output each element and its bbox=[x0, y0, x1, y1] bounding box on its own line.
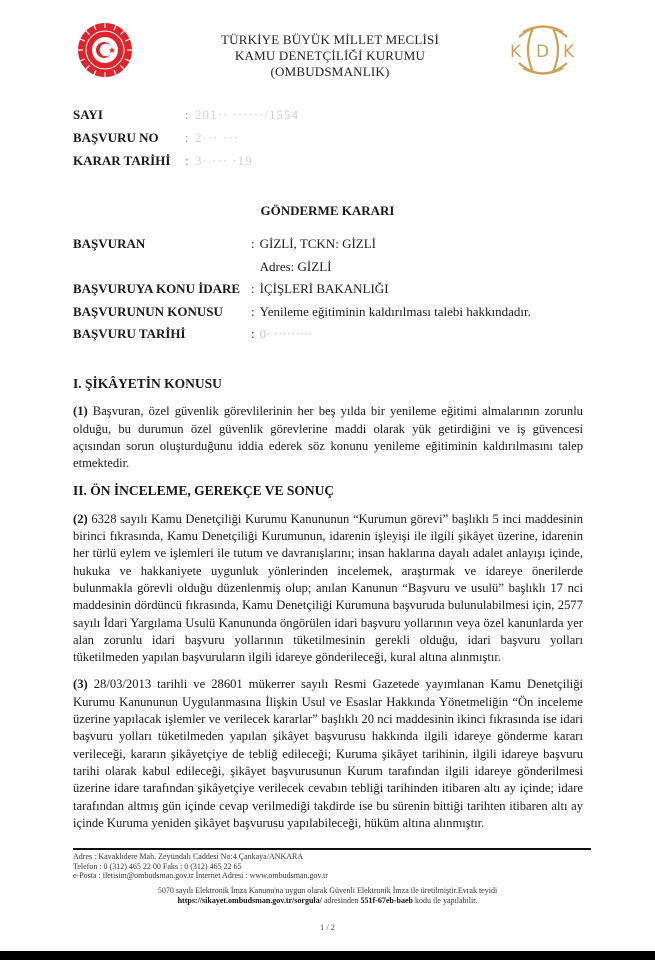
institution-title bbox=[160, 32, 500, 80]
meta-label: SAYI bbox=[73, 106, 103, 122]
paragraph-number: (2) bbox=[73, 511, 88, 526]
paragraph-1 bbox=[73, 403, 583, 472]
footer-contact bbox=[73, 852, 328, 881]
info-label: BAŞVURUNUN KONUSU bbox=[73, 303, 223, 319]
document-title: GÖNDERME KARARI bbox=[260, 203, 395, 218]
info-value-redacted: : 0· ········· bbox=[251, 326, 313, 342]
footer-divider bbox=[73, 848, 591, 850]
paragraph-number: (1) bbox=[73, 404, 88, 419]
meta-value-redacted: 201·· ······/1554 bbox=[195, 106, 299, 122]
kdk-letter-d: D bbox=[536, 42, 550, 62]
meta-colon: : bbox=[185, 152, 189, 168]
info-value: : İÇİŞLERİ BAKANLIĞI bbox=[251, 281, 389, 297]
kdk-letter-k2: K bbox=[563, 42, 575, 62]
document-body bbox=[73, 375, 583, 842]
footer-email-web: e-Posta : iletisim@ombudsman.gov.tr İnternet Adresi : www.ombudsman.gov.tr bbox=[73, 871, 328, 880]
info-row-application-date bbox=[73, 323, 531, 346]
e-signature-statement: 5070 sayılı Elektronik İmza Kanunu'na uygun olarak Güvenli Elektronik İmza ile üretilmiştir.Evrak teyidi bbox=[157, 886, 498, 895]
meta-value-redacted: 2··· ··· bbox=[195, 129, 239, 145]
e-signature-notice bbox=[0, 886, 655, 905]
meta-label: BAŞVURU NO bbox=[73, 129, 159, 145]
footer-phone: Telefon : 0 (312) 465 22 00 Faks : 0 (312) 465 22 65 bbox=[73, 861, 242, 871]
page-number: 1 / 2 bbox=[319, 922, 336, 932]
info-row-administration bbox=[73, 278, 531, 301]
verification-line: https://sikayet.ombudsman.gov.tr/sorgula/ adresinden 551f-67eb-baeb kodu ile yapılabilir. bbox=[177, 895, 478, 905]
meta-colon: : bbox=[185, 106, 189, 122]
section-heading-complaint-subject: I. ŞİKÂYETİN KONUSU bbox=[73, 376, 222, 391]
verification-code: 551f-67eb-baeb bbox=[360, 895, 413, 905]
paragraph-text: Başvuran, özel güvenlik görevlilerinin her beş yılda bir yenileme eğitimi almalarının zorunlu olduğu, bu durumun özel güvenlik görevlerine maddi olarak yük getirdiğini ve iş güvencesi açısından sorun oluşturduğunu iddia ederek söz konunu yenileme eğitiminin kaldırılmasını talep etmektedir. bbox=[73, 404, 583, 471]
meta-label: KARAR TARİHİ bbox=[73, 152, 171, 168]
info-value: : Yenileme eğitiminin kaldırılması talebi hakkındadır. bbox=[251, 303, 531, 319]
info-row-subject bbox=[73, 301, 531, 324]
paragraph-3 bbox=[73, 676, 583, 832]
section-heading-preliminary-review: II. ÖN İNCELEME, GEREKÇE VE SONUÇ bbox=[73, 483, 335, 499]
meta-row-sayi bbox=[73, 103, 299, 126]
info-label: BAŞVURUYA KONU İDARE bbox=[73, 281, 241, 297]
verification-url[interactable]: https://sikayet.ombudsman.gov.tr/sorgula/ bbox=[177, 895, 322, 905]
meta-value-redacted: 3· ··· ·19 bbox=[195, 152, 253, 168]
info-row-address bbox=[73, 256, 531, 279]
kdk-logo-icon bbox=[505, 20, 581, 80]
paragraph-text: 28/03/2013 tarihli ve 28601 mükerrer sayılı Resmi Gazetede yayımlanan Kamu Denetçiliği Kurumu Kanununun Uygulanmasına İlişkin Usul ve Esaslar Hakkında Yönetmeliğin “Ön inceleme üzerine yapılacak işlemler ve verilecek kararlar” başlıklı 20 nci maddesinin ikinci fıkrasında ise idari başvuru yolları tüketilmeden yapılan şikâyet başvurusu hakkında ilgili idareye gönderme kararı verileceği, kararın şikâyetçiye de tebliğ edileceği; Kuruma şikâyet tarihinin, ilgili idareye başvuru tarihi olarak kabul edileceği, şikâyet başvurusunun Kurum tarafından ilgili idareye gönderilmesi üzerine idare tarafından şikâyetçiye verilecek cevabın tebliği tarihinden itibaren altı ay içinde; idare tarafından altmış gün içinde cevap verilmediği takdirde ise bu sürenin bittiği tarihten itibaren altı ay içinde Kuruma yeniden şikâyet başvurusu yapılabileceği, hüküm altına alınmıştır. bbox=[73, 677, 583, 830]
info-label: BAŞVURU TARİHİ bbox=[73, 326, 186, 342]
tbmm-emblem-icon bbox=[77, 22, 133, 78]
paragraph-number: (3) bbox=[73, 677, 88, 692]
kdk-letter-k1: K bbox=[510, 42, 522, 62]
paragraph-text: 6328 sayılı Kamu Denetçiliği Kurumu Kanununun “Kurumun görevi” başlıklı 5 inci maddesinin birinci fıkrasında, Kamu Denetçiliği Kurumunun, idarenin işleyişi ile ilgili şikâyet üzerine, idarenin her türlü eylem ve işlemleri ile tutum ve davranışlarını; insan haklarına dayalı adalet anlayışı içinde, hukuka ve hakkaniyete uygunluk yönlerinden incelemek, araştırmak ve idareye önerilerde bulunmakla görevli olduğu düzenlenmiş olup; anılan Kanunun “Başvuru ve usulü” başlıklı 17 nci maddesinin dördüncü fıkrasında, Kamu Denetçiliği Kurumuna başvuruda bulunulabilmesi için, 2577 sayılı İdari Yargılama Usulü Kanununda öngörülen idari başvuru yollarının veya özel kanunlarda yer alan zorunlu idari başvuru yollarının tüketilmesinin gerekli olduğu, idari başvuru yolları tüketilmeden yapılan başvuruların ilgili idareye gönderileceği, kural altına alınmıştır. bbox=[73, 511, 583, 665]
title-line-institution: KAMU DENETÇİLİĞİ KURUMU bbox=[234, 48, 426, 63]
paragraph-2 bbox=[73, 511, 583, 667]
application-info bbox=[73, 233, 531, 346]
meta-colon: : bbox=[185, 129, 189, 145]
info-label: BAŞVURAN bbox=[73, 236, 146, 252]
info-value: : GİZLİ, TCKN: GİZLİ bbox=[251, 236, 376, 252]
meta-row-karar-tarihi bbox=[73, 149, 299, 172]
footer-address: Adres : Kavaklıdere Mah. Zeytindalı Caddesi No:4 Çankaya/ANKARA bbox=[73, 852, 304, 861]
meta-block bbox=[73, 103, 299, 172]
title-line-parliament: TÜRKİYE BÜYÜK MİLLET MECLİSİ bbox=[220, 32, 440, 47]
meta-row-basvuru-no bbox=[73, 126, 299, 149]
info-row-applicant bbox=[73, 233, 531, 256]
title-line-ombudsman: (OMBUDSMANLIK) bbox=[270, 64, 390, 79]
info-value: Adres: GİZLİ bbox=[259, 258, 332, 274]
